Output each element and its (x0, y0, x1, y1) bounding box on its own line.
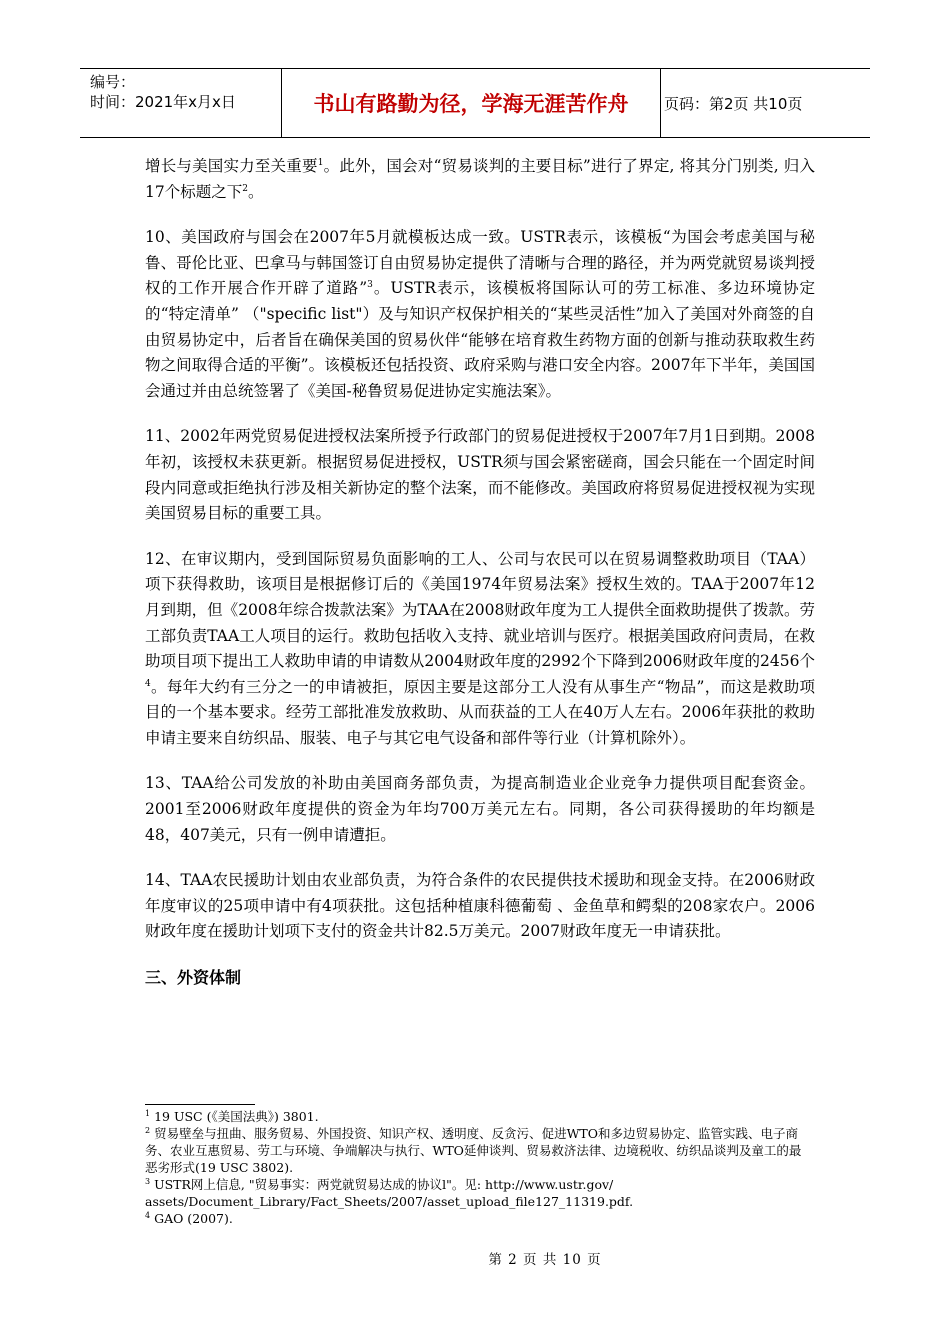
header-number: 编号： (90, 73, 136, 91)
paragraph-11 (145, 424, 815, 526)
footnote-number: 1 (145, 1108, 151, 1118)
paragraph-12 (145, 547, 815, 752)
header-meta (80, 69, 282, 137)
paragraph-text: 。此外，国会对“贸易谈判的主要目标”进行了界定, 将其分门别类, 归入17个标题之下 (145, 157, 815, 201)
footnote-ref: 4 (145, 678, 151, 689)
page-footer (0, 1248, 950, 1268)
footnote (145, 1210, 805, 1227)
footnote (145, 1125, 805, 1176)
paragraph-10 (145, 225, 815, 404)
paragraph-text: 12、在审议期内，受到国际贸易负面影响的工人、公司与农民可以在贸易调整救助项目（TAA）项下获得救助，该项目是根据修订后的《美国1974年贸易法案》授权生效的。TAA于2007年12月到期，但《2008年综合拨款法案》为TAA在2008财政年度为工人提供全面救助提供了拨款。劳工部负责TAA工人项目的运行。救助包括收入支持、就业培训与医疗。根据美国政府问责局，在救助项目项下提出工人救助申请的申请数从2004财政年度的2992个下降到2006财政年度的2456个 (145, 549, 815, 671)
document-body (145, 154, 815, 991)
header-page-info: 页码：第2页 共10页 (664, 94, 803, 113)
paragraph-text: 。 (247, 182, 264, 201)
footnote-number: 4 (145, 1210, 151, 1220)
paragraph-text: 。USTR表示，该模板将国际认可的劳工标准、多边环境协定的“特定清单” （"specific list"）及与知识产权保护相关的“某些灵活性”加入了美国对外商签的自由贸易协定中，后者旨在确保美国的贸易伙伴“能够在培育救生药物方面的创新与推动获取救生药物之间取得合适的平衡”。该模板还包括投资、政府采购与港口安全内容。2007年下半年，美国国会通过并由总统签署了《美国-秘鲁贸易促进协定实施法案》。 (145, 279, 815, 400)
paragraph-text: 13、TAA给公司发放的补助由美国商务部负责，为提高制造业企业竞争力提供项目配套资金。2001至2006财政年度提供的资金为年均700万美元左右。同期，各公司获得援助的年均额是48，407美元，只有一例申请遭拒。 (145, 774, 815, 844)
footnote-ref: 2 (242, 183, 248, 194)
footer-page-number: 第 2 页 共 10 页 (488, 1252, 602, 1268)
footnote-divider (145, 1104, 255, 1105)
paragraph-text: 10、美国政府与国会在2007年5月就模板达成一致。USTR表示，该模板“为国会考虑美国与秘鲁、哥伦比亚、巴拿马与韩国签订自由贸易协定提供了清晰与合理的路径，并为两党就贸易谈判授权的工作开展合作开辟了道路” (145, 228, 815, 298)
paragraph-13 (145, 771, 815, 848)
paragraph-text: 11、2002年两党贸易促进授权法案所授予行政部门的贸易促进授权于2007年7月1日到期。2008年初，该授权未获更新。根据贸易促进授权，USTR须与国会紧密磋商，国会只能在一个固定时间段内同意或拒绝执行涉及相关新协定的整个法案，而不能修改。美国政府将贸易促进授权视为实现美国贸易目标的重要工具。 (145, 427, 815, 523)
footnotes (145, 1108, 805, 1227)
section-heading: 三、外资体制 (145, 968, 242, 988)
footnote-text: GAO (2007). (154, 1211, 233, 1226)
footnote-number: 2 (145, 1125, 151, 1135)
paragraph-text: 14、TAA农民援助计划由农业部负责，为符合条件的农民提供技术援助和现金支持。在2006财政年度审议的25项申请中有4项获批。这包括种植康科德葡萄 、金鱼草和鳄梨的208家农户。2006财政年度在援助计划项下支付的资金共计82.5万美元。2007财政年度无一申请获批。 (145, 871, 815, 941)
footnote-ref: 3 (367, 280, 373, 291)
footnote (145, 1176, 805, 1210)
page-header (80, 68, 870, 138)
footnote (145, 1108, 805, 1125)
paragraph-text: 。每年大约有三分之一的申请被拒，原因主要是这部分工人没有从事生产“物品”，而这是救助项目的一个基本要求。经劳工部批准发放救助、从而获益的工人在40万人左右。2006年获批的救助申请主要来自纺织品、服装、电子与其它电气设备和部件等行业（计算机除外）。 (145, 677, 815, 747)
footnote-number: 3 (145, 1176, 151, 1186)
paragraph (145, 154, 815, 205)
header-motto: 书山有路勤为径，学海无涯苦作舟 (282, 69, 661, 137)
footnote-text: 19 USC (《美国法典》) 3801. (154, 1109, 319, 1124)
paragraph-14 (145, 868, 815, 945)
footnote-text: USTR网上信息, "贸易事实：两党就贸易达成的协议l"。见: http://www.ustr.gov/ assets/Document_Library/Fact_Sheets/2007/asset_upload_file127_11319.pdf. (145, 1177, 634, 1209)
header-date: 时间：2021年x月x日 (90, 93, 236, 111)
footnote-text: 贸易壁垒与扭曲、服务贸易、外国投资、知识产权、透明度、反贪污、促进WTO和多边贸易协定、监管实践、电子商务、农业互惠贸易、劳工与环境、争端解决与执行、WTO延伸谈判、贸易救济法律、边境税收、纺织品谈判及童工的最恶劣形式(19 USC 3802). (145, 1126, 802, 1175)
paragraph-text: 增长与美国实力至关重要 (145, 157, 318, 175)
footnote-ref: 1 (317, 157, 324, 168)
